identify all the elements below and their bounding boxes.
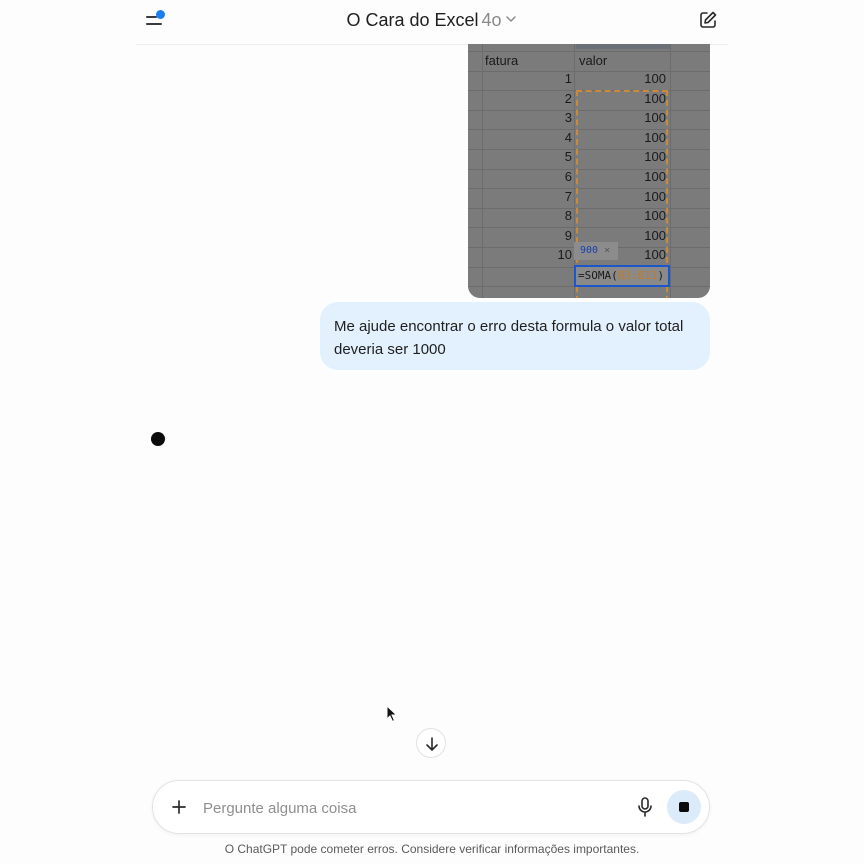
cell-valor: 100 (644, 90, 666, 106)
message-composer (152, 780, 710, 834)
plus-icon[interactable] (169, 797, 189, 817)
cell-valor: 100 (644, 188, 666, 204)
prompt-input[interactable] (201, 795, 625, 821)
cell-valor: 100 (644, 71, 666, 86)
model-name: 4o (481, 10, 502, 30)
cell-fatura: 2 (564, 90, 572, 106)
cell-valor: 100 (644, 110, 666, 126)
formula-cell: =SOMA(B3:B11) (574, 265, 670, 287)
cell-valor: 100 (644, 208, 666, 224)
user-message-bubble: Me ajude encontrar o erro desta formula o valor total deveria ser 1000 (320, 302, 710, 370)
column-header-valor: valor (579, 53, 608, 68)
chat-title-selector[interactable] (136, 9, 728, 31)
cell-valor: 100 (644, 169, 666, 184)
assistant-typing-indicator (151, 432, 165, 446)
cell-fatura: 4 (564, 129, 572, 145)
cell-valor: 100 (644, 227, 666, 243)
microphone-icon[interactable] (635, 796, 655, 818)
spreadsheet-image[interactable] (468, 44, 710, 298)
disclaimer-text: O ChatGPT pode cometer erros. Considere verificar informações importantes. (224, 842, 640, 856)
cell-fatura: 6 (564, 169, 572, 184)
cell-fatura: 9 (564, 227, 572, 243)
new-chat-icon[interactable] (698, 10, 718, 30)
stop-icon (679, 802, 689, 812)
cell-fatura: 5 (564, 149, 572, 165)
stop-generating-button[interactable] (667, 790, 701, 824)
cell-valor: 100 (644, 129, 666, 145)
scroll-to-bottom-button[interactable] (416, 728, 446, 758)
result-tooltip (574, 242, 618, 260)
cell-fatura: 10 (557, 247, 572, 263)
column-header-fatura: fatura (485, 53, 519, 68)
cell-fatura: 1 (564, 71, 572, 86)
cell-fatura: 3 (564, 110, 572, 126)
result-value: 900 (580, 245, 599, 256)
tooltip-close-icon: × (604, 245, 611, 256)
mouse-cursor-icon (386, 705, 398, 723)
cell-fatura: 7 (564, 188, 572, 204)
chevron-down-icon (504, 9, 518, 31)
chat-header (136, 0, 728, 45)
cell-valor: 100 (644, 247, 666, 263)
cell-fatura: 8 (564, 208, 572, 224)
chat-title: O Cara do Excel (346, 10, 479, 30)
cell-valor: 100 (644, 149, 666, 165)
